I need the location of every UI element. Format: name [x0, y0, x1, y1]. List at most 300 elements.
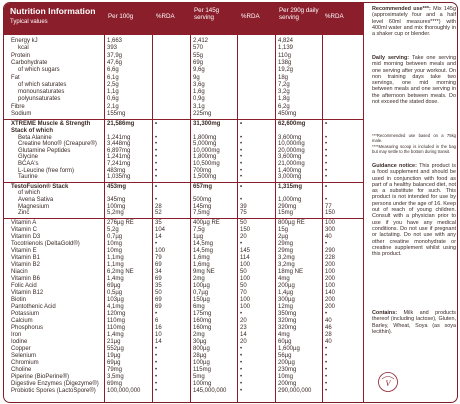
row-value: 500mg [193, 196, 212, 203]
row-value: 4,1mg [107, 303, 124, 310]
row-value: 200 [325, 303, 336, 310]
section-divider [4, 182, 364, 183]
row-value: 18g [278, 74, 289, 81]
row-value: • [325, 121, 328, 128]
row-value: • [155, 366, 158, 373]
row-value: • [240, 352, 243, 359]
row-label: Vitamin C [11, 226, 37, 233]
row-value: 2,1g [107, 103, 119, 110]
row-label: Carbohydrate [11, 59, 48, 66]
row-value: 62,600mg [278, 121, 306, 128]
contains-text: Milk and products thereof (including lactose), Gluten, Barley, Wheat, Soya (as soya lecithin). [372, 310, 456, 335]
row-value: • [325, 174, 328, 181]
section-divider [4, 218, 364, 219]
row-value: • [240, 196, 243, 203]
row-label: Avena Sativa [18, 196, 54, 203]
row-value: 2mg [193, 331, 205, 338]
row-value: 700mg [193, 167, 212, 174]
row-value: 3,600mg [278, 134, 302, 141]
col-rda2: %RDA [241, 13, 260, 20]
row-value: 3,600mg [278, 154, 302, 161]
row-value: 2mg [193, 275, 205, 282]
row-value: 0,9g [193, 96, 205, 103]
row-value: • [155, 359, 158, 366]
row-value: 800µg [193, 345, 210, 352]
row-value: 393 [107, 45, 118, 52]
col-per100g: Per 100g [108, 13, 134, 20]
row-value: • [240, 147, 243, 154]
row-value: 18mg NE [278, 268, 304, 275]
row-value: • [155, 154, 158, 161]
row-value: 10,000mg [193, 147, 220, 154]
row-value: 345mg [107, 196, 126, 203]
row-value: • [155, 387, 158, 394]
row-value: • [240, 359, 243, 366]
daily-serving-text: Take one serving mid morning between meals and one serving after your workout. On non training days take two servings, one mid morning between meals and one serving in the afternoon between meals. Do not exceed the stated dose. [372, 55, 456, 106]
row-value: 350mg [278, 310, 297, 317]
row-value: 6mg [193, 303, 205, 310]
row-value: 5mg [193, 373, 205, 380]
row-value: 9,6g [193, 67, 205, 74]
row-label: XTREME Muscle & Strength [11, 121, 91, 128]
row-value: 30µg [193, 338, 207, 345]
guidance-title: Guidance notice: [372, 163, 417, 169]
row-value: 14,5mg [193, 247, 214, 254]
row-value: 23 [240, 324, 247, 331]
row-value: 100 [240, 261, 251, 268]
row-value: 50 [155, 289, 162, 296]
row-value: 56µg [278, 352, 292, 359]
row-label: Energy kJ [11, 38, 38, 44]
row-value: 200 [325, 275, 336, 282]
row-value: 276µg RE [107, 219, 134, 226]
row-value: 1,8g [278, 96, 290, 103]
row-label: Folic Acid [11, 282, 37, 289]
row-value: 6,6g [107, 67, 119, 74]
row-value: 1,241mg [107, 134, 131, 141]
row-value: • [325, 359, 328, 366]
row-label: Fat [11, 74, 20, 81]
contains-title: Contains: [372, 310, 398, 316]
row-value: 6,2g [278, 103, 290, 110]
row-value: 69g [193, 59, 204, 66]
row-label: Copper [11, 345, 31, 352]
row-value: 3,2mg [278, 254, 295, 261]
row-value: 12mg [278, 303, 294, 310]
row-value: 1,000mg [278, 196, 302, 203]
row-value: 160mg [193, 317, 212, 324]
daily-serving [372, 55, 456, 105]
row-value: 1,139 [278, 45, 294, 52]
row-value: 145,000,000 [193, 387, 227, 394]
row-value: 7,5g [193, 226, 205, 233]
row-value: 100 [240, 275, 251, 282]
row-value: 0,6g [107, 96, 119, 103]
row-value: 225mg [193, 111, 212, 117]
row-label: monounsaturates [18, 89, 65, 96]
row-value: 14 [155, 338, 162, 345]
row-value: 79mg [107, 366, 123, 373]
row-value: 10mg [278, 373, 294, 380]
row-value: 200mg [278, 380, 297, 387]
row-value: 19µg [107, 352, 121, 359]
row-value: 21µg [107, 338, 121, 345]
row-value: • [155, 373, 158, 380]
row-label: Tocotrienols (DeltaGold®) [11, 240, 80, 247]
row-label: Sodium [11, 111, 32, 117]
row-value: 1,1mg [107, 254, 124, 261]
row-label: Chromium [11, 359, 39, 366]
row-value: 3,000mg [278, 174, 302, 181]
row-value: 320mg [278, 324, 297, 331]
row-value: 2,412 [193, 38, 209, 44]
row-value: 228 [325, 254, 336, 261]
row-value: 69 [155, 303, 162, 310]
row-label: Vitamin B1 [11, 254, 40, 261]
row-value: 200 [325, 296, 336, 303]
col-divider [363, 3, 364, 402]
row-value: • [325, 141, 328, 148]
row-label: Vitamin A [11, 219, 37, 226]
row-value: 290mg [278, 203, 297, 210]
recommended-use-title: Recommended use***: [372, 6, 431, 12]
row-label: Phosphorus [11, 324, 44, 331]
row-value: • [240, 373, 243, 380]
row-value: 800µg RE [278, 219, 305, 226]
row-value: 150 [325, 210, 336, 217]
row-label: Glycine [18, 154, 39, 161]
row-value: 1,600µg [278, 345, 300, 352]
row-value: 100 [325, 282, 336, 289]
row-value: 14 [155, 233, 162, 240]
row-label: Zinc [18, 210, 30, 217]
table-subtitle: Typical values [10, 19, 48, 25]
row-value: 1,1mg [107, 261, 124, 268]
row-value: 145 [240, 247, 251, 254]
row-value: 120mg [107, 310, 126, 317]
row-value: 1,4µg [278, 289, 294, 296]
row-label: Piperine (BioPerine®) [11, 373, 70, 380]
row-value: 483mg [107, 167, 126, 174]
row-value: • [240, 134, 243, 141]
row-value: • [155, 240, 158, 247]
row-label: Biotin [11, 296, 27, 303]
row-value: • [155, 352, 158, 359]
row-value: • [325, 240, 328, 247]
row-label: Pantothenic Acid [11, 303, 56, 310]
row-value: 40 [325, 338, 332, 345]
col-rda3: %RDA [325, 13, 344, 20]
row-value: 6,897mg [107, 147, 131, 154]
row-label: Stack of which [11, 127, 54, 134]
row-label: Digestive Enzymes (Digezyme®) [11, 380, 99, 387]
col-rda1: %RDA [156, 13, 175, 20]
row-label: Potassium [11, 310, 40, 317]
row-value: 1,035mg [107, 174, 131, 181]
row-value: • [240, 366, 243, 373]
row-value: 15g [278, 226, 289, 233]
row-value: 1,6g [193, 89, 205, 96]
row-value: 140 [325, 289, 336, 296]
row-value: • [325, 196, 328, 203]
row-value: 290 [325, 247, 336, 254]
row-value: 1,663 [107, 38, 123, 44]
row-value: 100,000,000 [107, 387, 141, 394]
row-value: • [325, 373, 328, 380]
row-value: • [155, 380, 158, 387]
row-value: 110g [278, 52, 291, 59]
col-divider [322, 3, 323, 402]
row-label: Beta Alanine [18, 134, 52, 141]
row-label: Taurine [18, 174, 38, 181]
row-value: 5,000mg [193, 141, 217, 148]
row-value: 3,448mg [107, 141, 131, 148]
table-header [4, 3, 364, 35]
row-value: 70 [240, 289, 247, 296]
row-value: 110mg [107, 317, 125, 324]
row-value: 19,2g [278, 67, 294, 74]
row-value: 1,315mg [278, 183, 303, 190]
usage-column [366, 3, 456, 402]
row-value: 35 [155, 219, 162, 226]
section-divider [4, 119, 364, 120]
row-value: 1,4mg [107, 275, 124, 282]
row-value: 104 [155, 226, 166, 233]
row-value: • [240, 240, 243, 247]
row-value: 400µg RE [193, 219, 220, 226]
row-value: 10 [155, 331, 162, 338]
row-value: 150µg [193, 296, 210, 303]
row-value: • [240, 387, 243, 394]
footnote-2: ****Measuring scoop is included in the bag but may settle to the bottom during transit. [372, 144, 456, 154]
row-value: 69µg [107, 359, 121, 366]
row-value: • [325, 366, 328, 373]
row-value: 145mg [193, 203, 212, 210]
row-value: 5,2g [107, 226, 119, 233]
row-value: 7,241mg [107, 160, 131, 167]
row-value: • [325, 310, 328, 317]
col-divider [190, 3, 191, 402]
logo-letter: V [385, 379, 391, 388]
row-value: • [155, 160, 158, 167]
row-value: 69mg [107, 380, 123, 387]
row-value: 40 [325, 317, 332, 324]
row-label: Fibre [11, 103, 25, 110]
row-value: • [240, 167, 243, 174]
row-value: 37,9g [107, 52, 123, 59]
row-value: 110mg [107, 324, 125, 331]
col-divider [237, 3, 238, 402]
row-value: 46 [325, 324, 332, 331]
daily-serving-title: Daily serving: [372, 55, 410, 61]
row-value: • [155, 345, 158, 352]
row-value: • [240, 141, 243, 148]
row-label: Iodine [11, 338, 28, 345]
row-value: 10,500mg [193, 160, 220, 167]
row-value: 79 [155, 254, 162, 261]
row-value: 1µg [193, 233, 204, 240]
row-value: 1,800mg [193, 134, 217, 141]
row-value: 6 [155, 317, 159, 324]
row-value: 60µg [278, 338, 292, 345]
row-value: 20 [240, 317, 247, 324]
row-value: • [155, 121, 158, 128]
row-value: • [155, 167, 158, 174]
row-value: 100 [325, 268, 336, 275]
row-value: • [240, 380, 243, 387]
row-label: Selenium [11, 352, 37, 359]
row-label: Probiotic Spores (LactoSpore®) [11, 387, 96, 394]
row-value: 1,6mg [193, 254, 210, 261]
row-value: 69 [155, 296, 162, 303]
recommended-use-text: Mix 145g (approximately four and a half level 60ml measures****) with 400ml water and mix thoroughly in a shaker cup or blender. [372, 6, 456, 38]
row-value: 39 [240, 203, 247, 210]
row-value: 200 [325, 261, 336, 268]
row-value: 103µg [107, 296, 124, 303]
row-label: Magnesium [18, 203, 50, 210]
row-value: 50 [240, 219, 247, 226]
row-value: 1,4mg [107, 331, 124, 338]
row-value: 552µg [107, 345, 124, 352]
row-value: 138g [278, 59, 292, 66]
row-label: TestoFusion® Stack [11, 183, 69, 190]
nutrition-panel [3, 2, 458, 403]
row-value: 114 [240, 254, 250, 261]
row-value: • [325, 160, 328, 167]
row-value: 200µg [278, 359, 295, 366]
row-value: 0,5µg [107, 289, 123, 296]
row-value: • [155, 134, 158, 141]
row-value: 290,000,000 [278, 387, 312, 394]
row-value: 35 [155, 282, 162, 289]
row-value: • [325, 147, 328, 154]
row-value: • [325, 167, 328, 174]
guidance-notice [372, 163, 456, 257]
row-value: 77 [325, 203, 332, 210]
row-value: • [325, 352, 328, 359]
row-value: • [325, 154, 328, 161]
row-label: Glutamine Peptides [18, 147, 71, 154]
row-label: Creatine Mono® (Creapure®) [18, 141, 97, 148]
row-value: 52 [155, 210, 162, 217]
row-label: Vitamin B12 [11, 289, 44, 296]
row-value: 453mg [107, 183, 127, 190]
row-value: 3,2g [278, 89, 290, 96]
row-value: 5,2mg [107, 210, 124, 217]
row-value: 200µg [278, 282, 295, 289]
row-value: 160mg [193, 324, 212, 331]
row-value: 230mg [278, 366, 297, 373]
row-value: 450mg [278, 111, 297, 117]
row-value: 28 [155, 203, 162, 210]
table-title: Nutrition Information [10, 6, 96, 16]
row-value: 3,6g [193, 81, 205, 88]
row-value: 3,1g [193, 103, 205, 110]
row-value: 20 [240, 338, 247, 345]
row-value: 50 [240, 268, 247, 275]
row-value: 55g [193, 52, 204, 59]
row-value: 40 [325, 233, 332, 240]
row-value: • [155, 174, 158, 181]
row-label: Vitamin E [11, 247, 37, 254]
row-value: 3,2mg [278, 261, 295, 268]
row-value: 21,000mg [278, 160, 305, 167]
row-value: 100 [325, 219, 336, 226]
row-label: of which sugars [18, 67, 60, 74]
guidance-text: This product is a food supplement and should be used in conjunction with food as part of a healthy balanced diet, not as a substitute for such. This product is not intended for use by persons under the age of 16. Keep out of reach of young children. Consult with a physician prior to use if you have any medical conditions. Do not use if pregnant or lactating. Do not use with any other creatine monohydrate or creatine supplement whilst using this product. [372, 163, 456, 258]
contains [372, 310, 456, 335]
row-value: • [155, 196, 158, 203]
footnote-1: ***Recommended use based on a 75kg male. [372, 133, 456, 143]
row-value: 4mg [278, 275, 290, 282]
row-value: • [240, 174, 243, 181]
col-divider [275, 3, 276, 402]
row-value: 150 [240, 226, 251, 233]
row-value: 100 [240, 296, 251, 303]
row-label: Vitamin B2 [11, 261, 40, 268]
row-value: 3,5mg [107, 373, 124, 380]
row-value: 10mg [107, 240, 123, 247]
row-label: Niacin [11, 268, 28, 275]
row-value: 115mg [193, 366, 211, 373]
row-value: 69µg [107, 282, 121, 289]
row-value: 570 [193, 45, 204, 52]
row-value: 47,6g [107, 59, 123, 66]
row-value: 155mg [107, 111, 126, 117]
row-value: • [240, 345, 243, 352]
row-label: Vitamin D3 [11, 233, 41, 240]
row-value: 15mg [278, 210, 294, 217]
vegetarian-logo-icon [377, 371, 399, 393]
row-value: • [155, 310, 158, 317]
row-label: of which saturates [18, 81, 67, 88]
row-value: 1,500mg [193, 174, 217, 181]
row-value: 100µg [193, 282, 210, 289]
row-value: 16 [155, 324, 162, 331]
col-divider [104, 3, 105, 402]
row-value: 14 [240, 331, 247, 338]
row-label: of which [18, 190, 41, 197]
row-value: • [240, 121, 243, 128]
row-label: Protein [11, 52, 31, 59]
row-value: • [325, 345, 328, 352]
row-value: 1,1g [107, 89, 119, 96]
row-value: 21,586mg [107, 121, 135, 128]
row-value: 300 [325, 226, 336, 233]
row-value: 7,5mg [193, 210, 210, 217]
row-label: Iron [11, 331, 22, 338]
row-value: 0,7µg [193, 289, 209, 296]
row-value: • [325, 387, 328, 394]
row-value: 69 [155, 275, 162, 282]
row-value: 2,5g [107, 81, 119, 88]
row-value: 9g [193, 74, 200, 81]
row-value: 10,000mg [278, 141, 305, 148]
row-value: • [240, 160, 243, 167]
row-value: 28 [325, 331, 332, 338]
row-value: 75 [240, 210, 247, 217]
row-label: Vitamin B6 [11, 275, 40, 282]
row-value: 69 [155, 261, 162, 268]
row-value: 6,2mg NE [107, 268, 134, 275]
row-value: • [155, 183, 158, 190]
row-value: 20 [240, 233, 247, 240]
row-value: • [155, 147, 158, 154]
row-value: 4,824 [278, 38, 294, 44]
row-value: 657mg [193, 183, 213, 190]
row-value: • [155, 141, 158, 148]
row-value: 100mg [193, 380, 212, 387]
